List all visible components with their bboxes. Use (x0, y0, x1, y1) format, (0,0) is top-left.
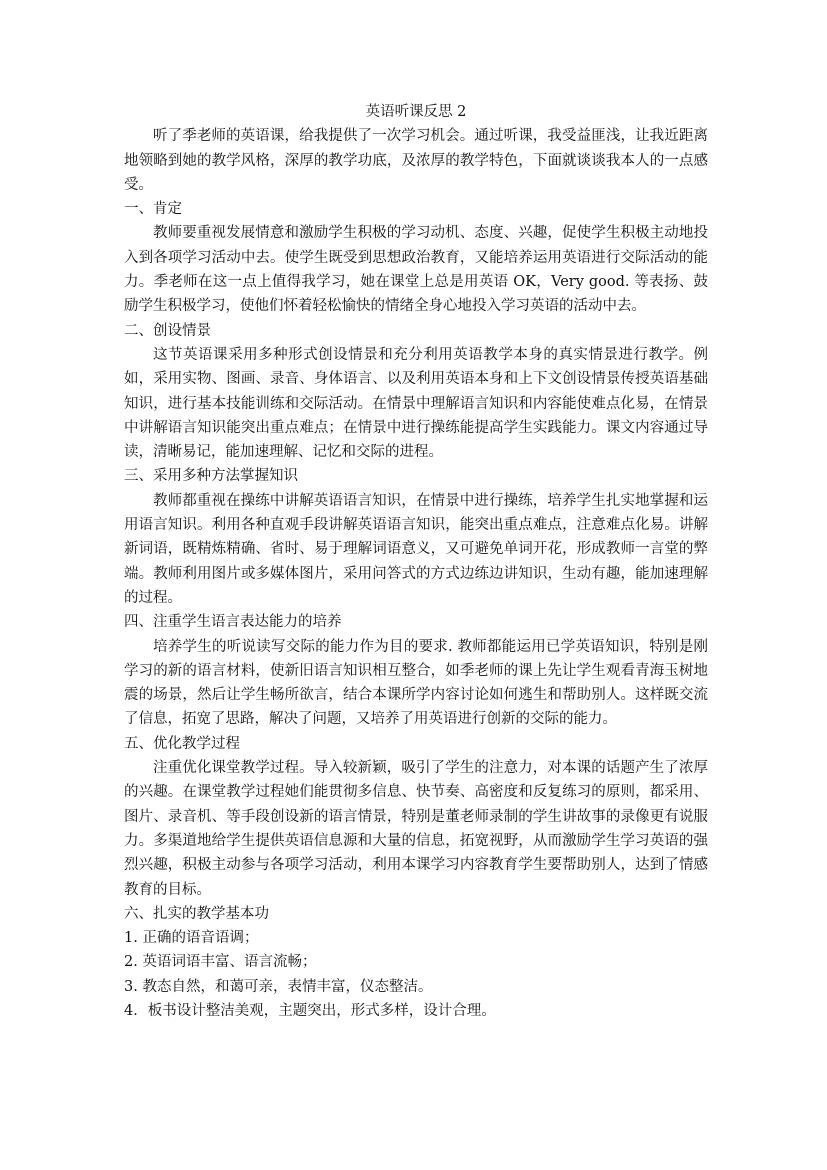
section-heading-create-scenarios: 二、创设情景 (124, 322, 211, 339)
section-heading-affirmation: 一、肯定 (124, 201, 182, 218)
section-body-create-scenarios: 这节英语课采用多种形式创设情景和充分利用英语教学本身的真实情景进行教学。例如，采用实物、图画、录音、身体语言、以及利用英语本身和上下文创设情景传授英语基础知识，进行基本技能训练和交际活动。在情景中理解语言知识和内容能使难点化易，在情景中讲解语言知识能突出重点难点；在情景中进行操练能提高学生实践能力。课文内容通过导读，清晰易记，能加速理解、记忆和交际的进程。 (124, 346, 708, 461)
section-heading-methods: 三、采用多种方法掌握知识 (124, 468, 298, 485)
section-heading-expression: 四、注重学生语言表达能力的培养 (124, 614, 342, 631)
section-heading-fundamentals: 六、扎实的教学基本功 (124, 905, 269, 922)
section-body-optimize: 注重优化课堂教学过程。导入较新颖，吸引了学生的注意力，对本课的话题产生了浓厚的兴趣。在课堂教学过程她们能贯彻多信息、快节奏、高密度和反复练习的原则，都采用、图片、录音机、等手段创设新的语言情景，特别是董老师录制的学生讲故事的录像更有说服力。多渠道地给学生提供英语信息源和大量的信息，拓宽视野，从而激励学生学习英语的强烈兴趣，积极主动参与各项学习活动，利用本课学习内容教育学生要帮助别人，达到了情感教育的目标。 (124, 760, 708, 898)
section-body-methods: 教师都重视在操练中讲解英语语言知识，在情景中进行操练，培养学生扎实地掌握和运用语言知识。利用各种直观手段讲解英语语言知识，能突出重点难点，注意难点化易。讲解新词语，既精炼精确、省时、易于理解词语意义，又可避免单词开花，形成教师一言堂的弊端。教师利用图片或多媒体图片，采用问答式的方式边练边讲知识，生动有趣，能加速理解的过程。 (124, 492, 708, 606)
list-item: 1. 正确的语音语调； (124, 930, 259, 947)
section-body-expression: 培养学生的听说读写交际的能力作为目的要求. 教师都能运用已学英语知识，特别是刚学习的新的语言材料，使新旧语言知识相互整合，如季老师的课上先让学生观看青海玉树地震的场景，然后让学生畅所欲言，结合本课所学内容讨论如何逃生和帮助别人。这样既交流了信息，拓宽了思路，解决了问题，又培养了用英语进行创新的交际的能力。 (124, 638, 708, 728)
list-item: 2. 英语词语丰富、语言流畅； (124, 954, 317, 971)
section-body-affirmation: 教师要重视发展情意和激励学生积极的学习动机、态度、兴趣，促使学生积极主动地投入到各项学习活动中去。使学生既受到思想政治教育，又能培养运用英语进行交际活动的能力。季老师在这一点上值得我学习，她在课堂上总是用英语 OK，Very good. 等表扬、鼓励学生积极学习，使他们怀着轻松愉快的情绪全身心地投入学习英语的活动中去。 (124, 225, 708, 315)
list-item: 4．板书设计整洁美观，主题突出，形式多样，设计合理。 (124, 1002, 496, 1019)
list-item: 3. 教态自然，和蔼可亲，表情丰富，仪态整洁。 (124, 978, 433, 995)
document-page (124, 100, 708, 1023)
section-heading-optimize: 五、优化教学过程 (124, 735, 240, 752)
intro-paragraph: 听了季老师的英语课，给我提供了一次学习机会。通过听课，我受益匪浅，让我近距离地领略到她的教学风格，深厚的教学功底，及浓厚的教学特色，下面就谈谈我本人的一点感受。 (124, 128, 708, 193)
document-title: 英语听课反思 2 (365, 104, 467, 120)
